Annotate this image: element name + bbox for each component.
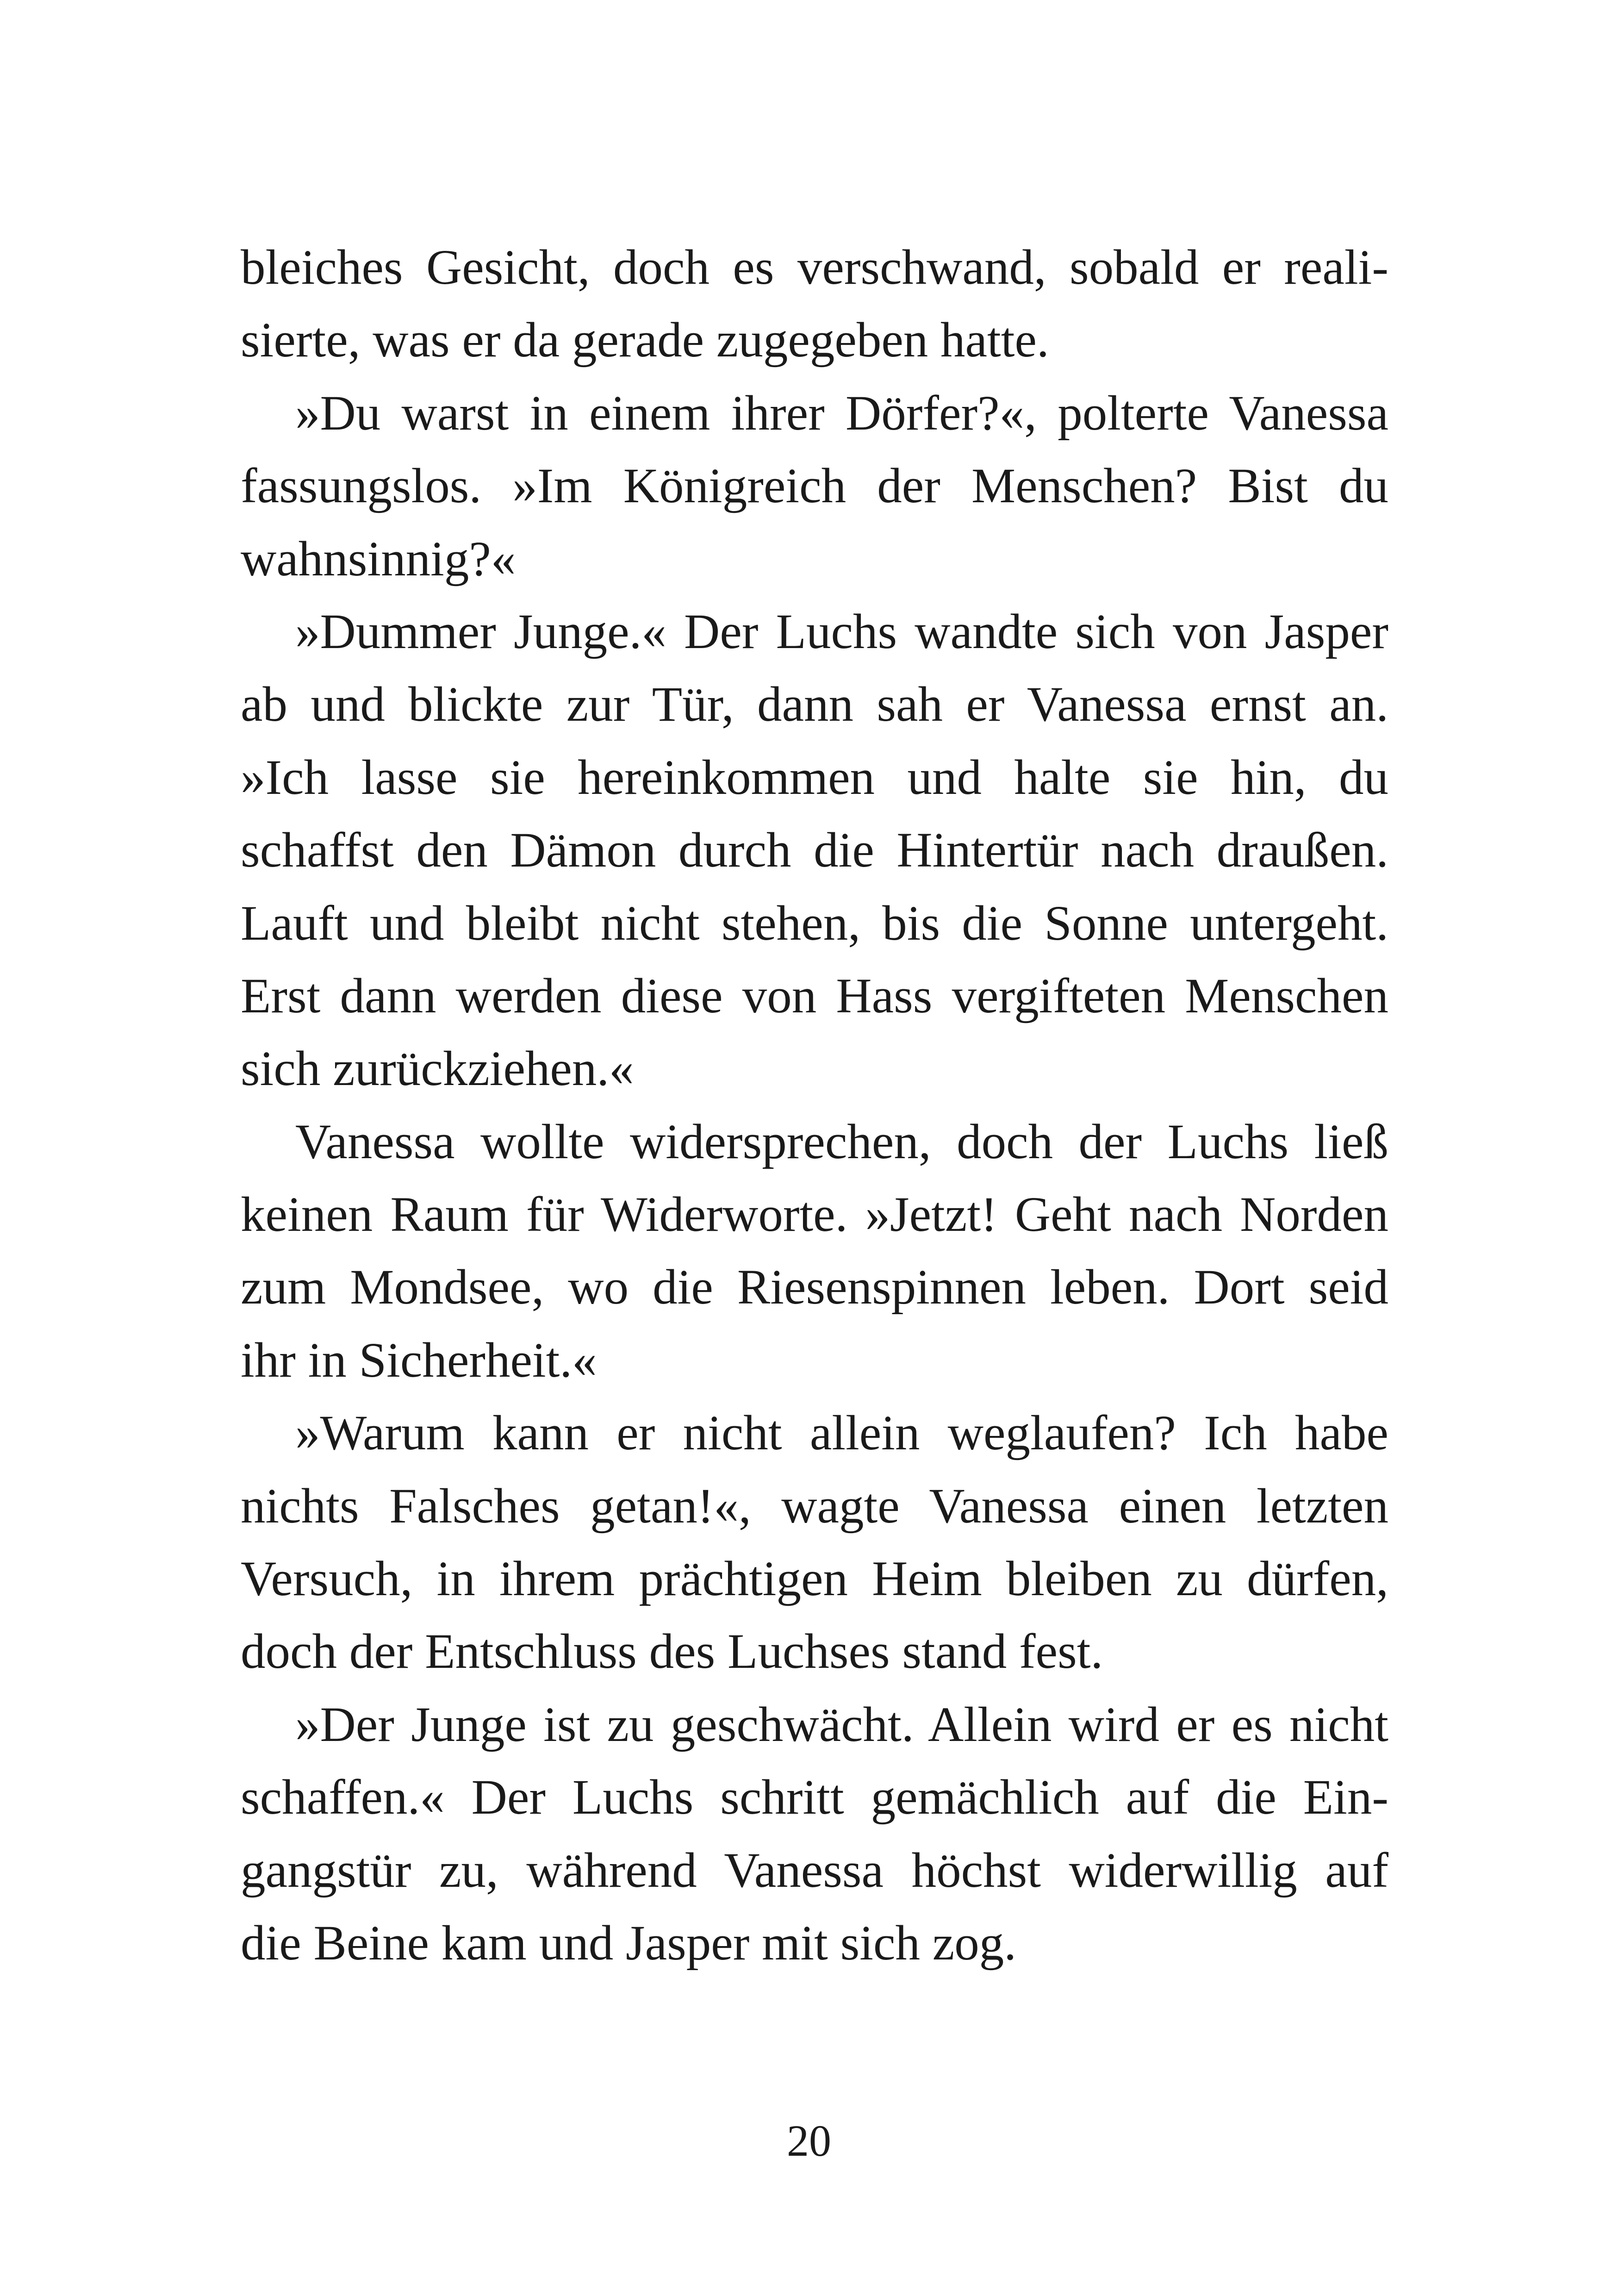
text-line: ab und blickte zur Tür, dann sah er Vanessa ernst an. [241, 677, 1388, 732]
text-line: ihr in Sicherheit.« [241, 1333, 597, 1388]
text-line: wahnsinnig?« [241, 531, 516, 586]
text-line: keinen Raum für Widerworte. »Jetzt! Geht nach Norden [241, 1187, 1388, 1242]
text-line: schaffst den Dämon durch die Hintertür nach draußen. [241, 823, 1388, 878]
body-text [241, 231, 1388, 1980]
text-line: »Du warst in einem ihrer Dörfer?«, polterte Vanessa [295, 386, 1388, 441]
text-line: »Warum kann er nicht allein weglaufen? Ich habe [295, 1406, 1388, 1461]
text-line: nichts Falsches getan!«, wagte Vanessa einen letzten [241, 1479, 1388, 1534]
text-line: sierte, was er da gerade zugegeben hatte. [241, 313, 1049, 368]
text-line: »Ich lasse sie hereinkommen und halte sie hin, du [241, 750, 1388, 805]
text-line: zum Mondsee, wo die Riesenspinnen leben. Dort seid [241, 1260, 1388, 1315]
text-line: Versuch, in ihrem prächtigen Heim bleiben zu dürfen, [241, 1552, 1388, 1607]
text-line: sich zurückziehen.« [241, 1042, 634, 1097]
text-line: Lauft und bleibt nicht stehen, bis die Sonne untergeht. [241, 896, 1388, 951]
text-line: doch der Entschluss des Luchses stand fest. [241, 1624, 1103, 1679]
text-line: Vanessa wollte widersprechen, doch der Luchs ließ [295, 1114, 1388, 1169]
text-line: »Der Junge ist zu geschwächt. Allein wird er es nicht [295, 1697, 1388, 1752]
text-line: fassungslos. »Im Königreich der Menschen? Bist du [241, 459, 1388, 514]
page-number: 20 [787, 2116, 831, 2165]
text-line: schaffen.« Der Luchs schritt gemächlich auf die Ein- [241, 1770, 1388, 1825]
text-line: gangstür zu, während Vanessa höchst widerwillig auf [241, 1843, 1388, 1898]
text-line: bleiches Gesicht, doch es verschwand, sobald er reali- [241, 240, 1388, 295]
text-line: Erst dann werden diese von Hass vergifteten Menschen [241, 968, 1388, 1023]
text-line: die Beine kam und Jasper mit sich zog. [241, 1915, 1016, 1971]
text-line: »Dummer Junge.« Der Luchs wandte sich von Jasper [295, 604, 1388, 659]
